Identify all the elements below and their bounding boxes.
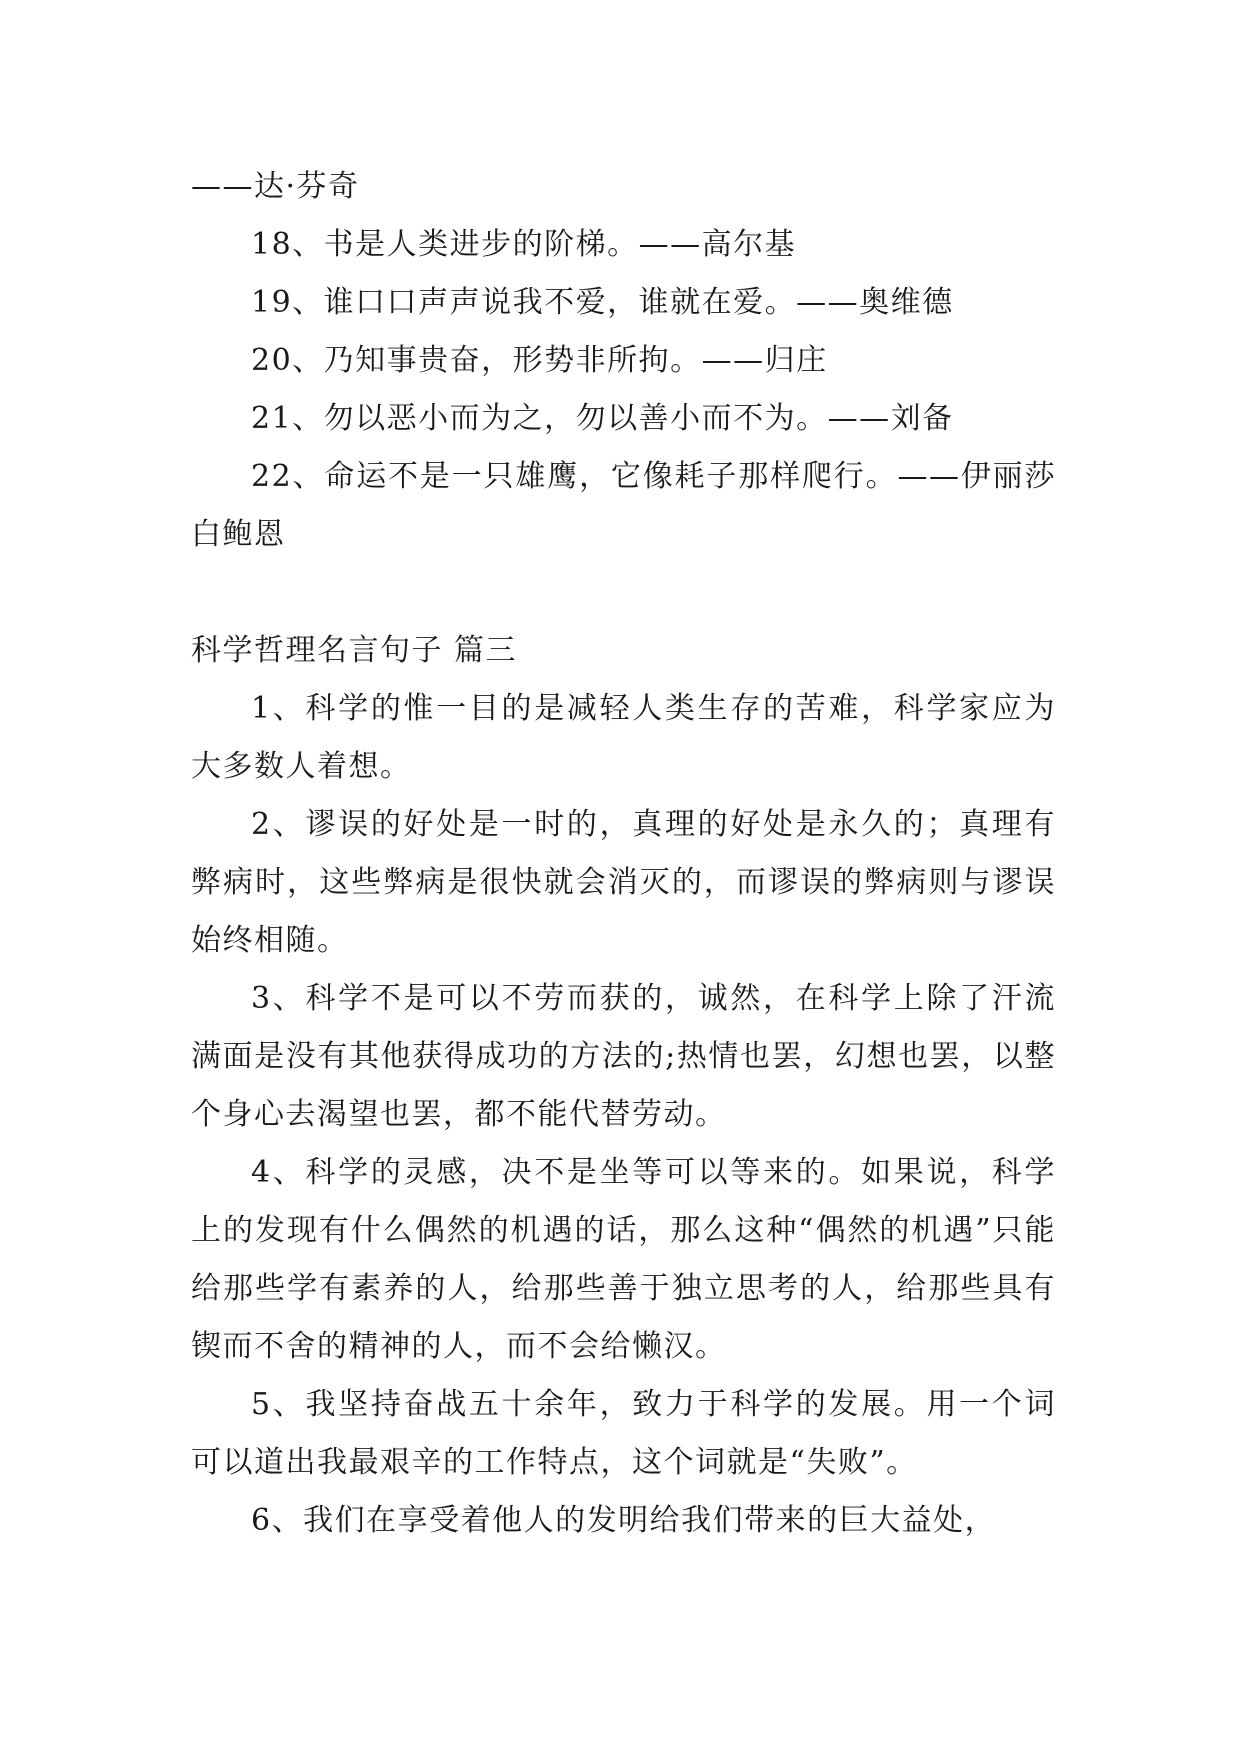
paragraph: 5、我坚持奋战五十余年，致力于科学的发展。用一个词可以道出我最艰辛的工作特点，这个词就是“失败”。 bbox=[191, 1387, 1056, 1480]
section-science-quotes bbox=[191, 622, 1056, 1550]
paragraph: 4、科学的灵感，决不是坐等可以等来的。如果说，科学上的发现有什么偶然的机遇的话，那么这种“偶然的机遇”只能给那些学有素养的人，给那些善于独立思考的人，给那些具有锲而不舍的精神的人，而不会给懒汉。 bbox=[191, 1155, 1056, 1364]
attribution-line: ——达·芬奇 bbox=[191, 169, 360, 204]
paragraph: 1、科学的惟一目的是减轻人类生存的苦难，科学家应为大多数人着想。 bbox=[191, 691, 1056, 784]
section-heading: 科学哲理名言句子 篇三 bbox=[191, 633, 518, 668]
paragraph: 3、科学不是可以不劳而获的，诚然，在科学上除了汗流满面是没有其他获得成功的方法的;热情也罢，幻想也罢，以整个身心去渴望也罢，都不能代替劳动。 bbox=[191, 981, 1056, 1132]
paragraph: 2、谬误的好处是一时的，真理的好处是永久的；真理有弊病时，这些弊病是很快就会消灭的，而谬误的弊病则与谬误始终相随。 bbox=[191, 807, 1056, 958]
quote-item: 19、谁口口声声说我不爱，谁就在爱。——奥维德 bbox=[251, 285, 954, 320]
quote-list-continued bbox=[191, 158, 1056, 564]
paragraph: 6、我们在享受着他人的发明给我们带来的巨大益处， bbox=[251, 1503, 997, 1538]
quote-item: 22、命运不是一只雄鹰，它像耗子那样爬行。——伊丽莎白鲍恩 bbox=[191, 459, 1056, 552]
quote-item: 20、乃知事贵奋，形势非所拘。——归庄 bbox=[251, 343, 828, 378]
quote-item: 18、书是人类进步的阶梯。——高尔基 bbox=[251, 227, 797, 262]
quote-item: 21、勿以恶小而为之，勿以善小而不为。——刘备 bbox=[251, 401, 954, 436]
